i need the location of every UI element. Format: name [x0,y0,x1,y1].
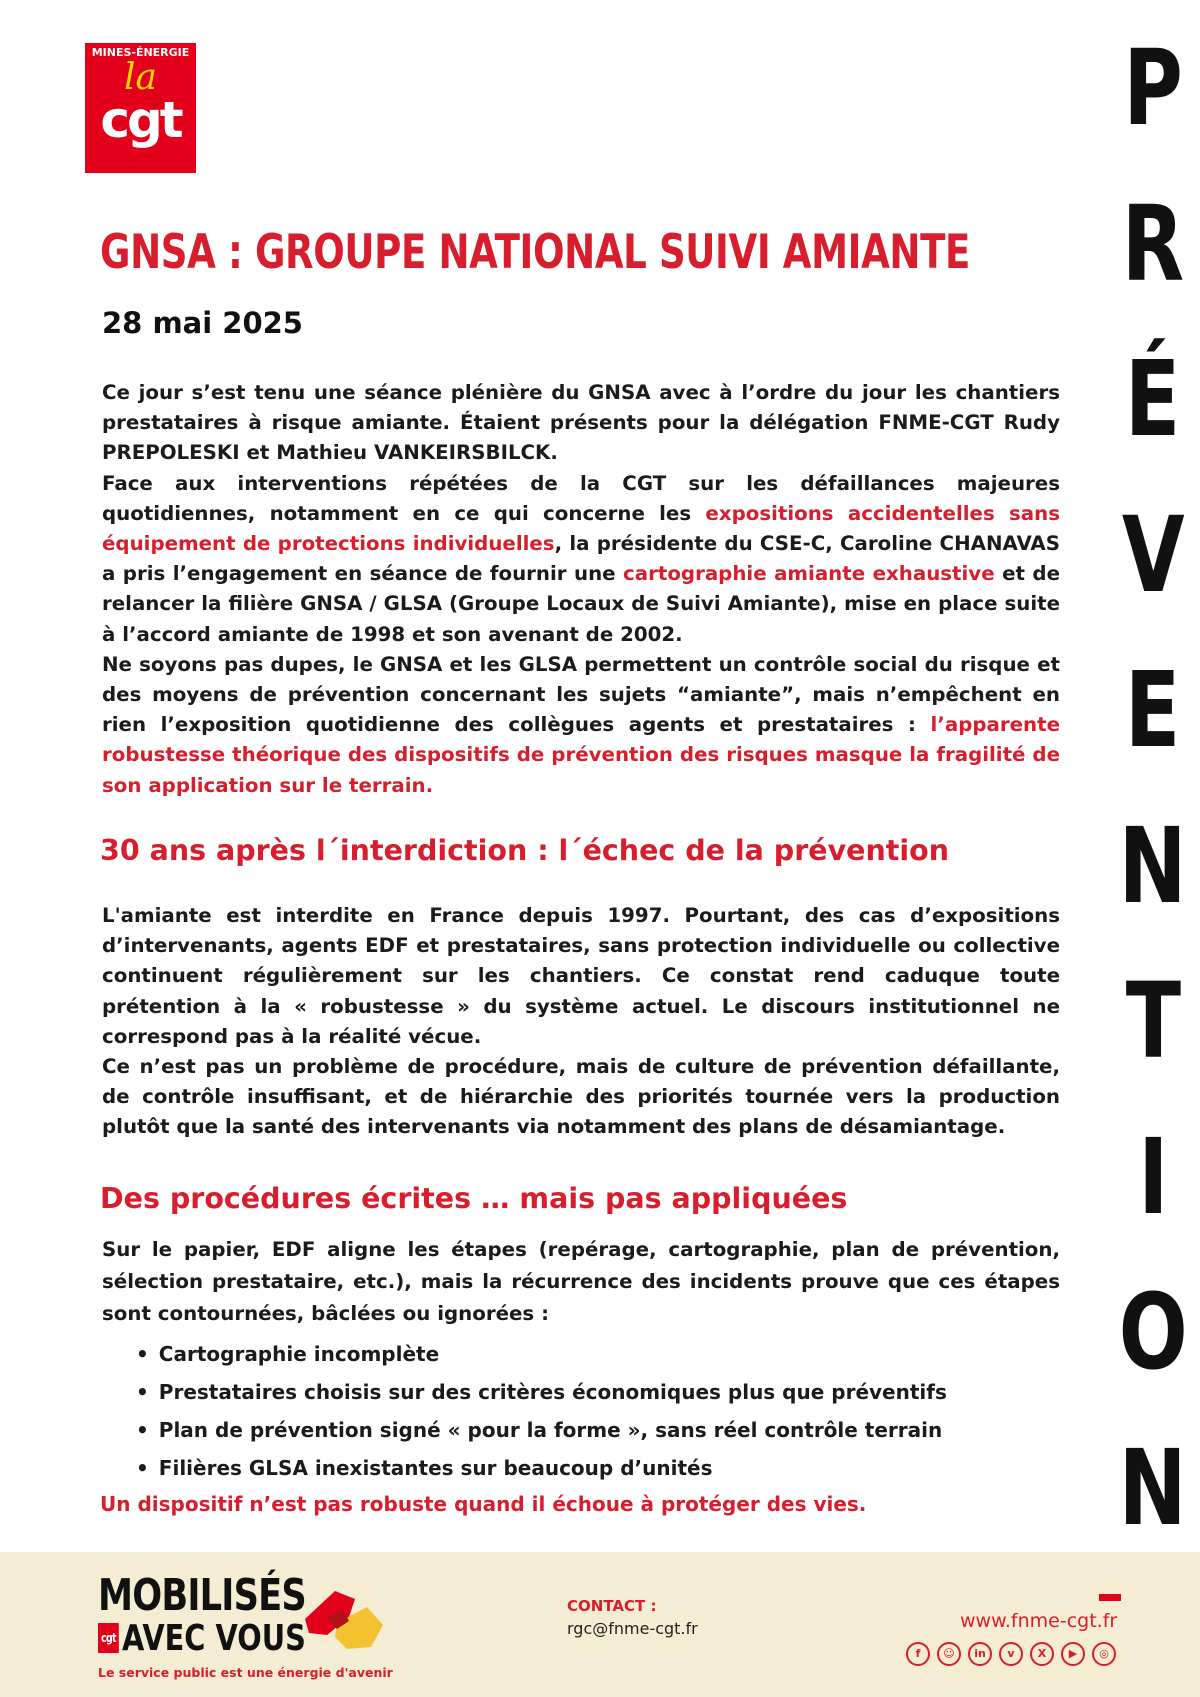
list-item: • Filières GLSA inexistantes sur beaucoup d’unités [136,1449,1036,1487]
vertical-letter: T [1125,960,1181,1083]
footer-tagline: Le service public est une énergie d'avenir [98,1665,393,1680]
website-link[interactable]: www.fnme-cgt.fr [960,1610,1118,1632]
logo-top-text: MINES-ÉNERGIE [91,46,190,59]
vertical-letter: N [1119,804,1187,927]
conclusion-text: Un dispositif n’est pas robuste quand il échoue à protéger des vies. [100,1492,867,1516]
list-item: • Cartographie incomplète [136,1335,1036,1373]
social-icons [906,1642,1116,1666]
section-1-heading: 30 ans après l´interdiction : l´échec de la prévention [100,834,950,867]
contact-email-link[interactable]: rgc@fnme-cgt.fr [567,1619,698,1638]
list-item: • Plan de prévention signé « pour la forme », sans réel contrôle terrain [136,1411,1036,1449]
section-2-text [102,1234,1060,1330]
vertical-letter: N [1119,1426,1187,1549]
intro-paragraph-3 [102,650,1060,801]
intro-p3-highlight: l’apparente robustesse théorique des dispositifs de prévention des risques masque la fragilité de son application sur le terrain. [102,713,1060,797]
document-date: 28 mai 2025 [102,306,303,340]
contact-label: CONTACT : [567,1597,657,1615]
intro-p2-part-b: , la présidente du CSE-C, Caroline CHANAVAS a pris l’engagement en séance de fournir une [102,532,1060,586]
list-item: • Prestataires choisis sur des critères économiques plus que préventifs [136,1373,1036,1411]
intro-p2-part-a: Face aux interventions répétées de la CGT sur les défaillances majeures quotidiennes, notamment en ce qui concerne les [102,471,1060,525]
intro-p2-part-c: et de relancer la filière GNSA / GLSA (Groupe Locaux de Suivi Amiante), mise en place suite à l’accord amiante de 1998 et son avenant de 2002. [102,562,1060,646]
mini-cgt-logo: cgt [98,1623,119,1653]
section-2-heading: Des procédures écrites … mais pas appliquées [100,1182,848,1215]
section-1-paragraph-2: Ce n’est pas un problème de procédure, mais de culture de prévention défaillante, de contrôle insuffisant, et de hiérarchie des priorités tournée vers la production plutôt que la santé des intervenants via notamment des plans de désamiantage. [102,1055,1060,1139]
mobilises-line-2-text: AVEC VOUS [122,1618,306,1659]
mobilises-line-1: MOBILISÉS [98,1570,306,1621]
intro-p3-part-a: Ne soyons pas dupes, le GNSA et les GLSA permettent un contrôle social du risque et des moyens de prévention concernant les sujets “amiante”, mais n’empêchent en rien l’exposition quotidienne des collègues agents et prestataires : [102,652,1060,737]
vertical-letter: E [1125,649,1181,772]
facebook-icon[interactable]: f [906,1642,930,1666]
vertical-letter: V [1121,493,1185,616]
intro-p2-highlight-2: cartographie amiante exhaustive [623,562,995,586]
vertical-letter: É [1125,338,1181,461]
intro-p2-highlight-1: expositions accidentelles sans équipement de protections individuelles [102,501,1060,556]
section-2-paragraph-1: Sur le papier, EDF aligne les étapes (repérage, cartographie, plan de prévention, sélection prestataire, etc.), mais la récurrence des incidents prouve que ces étapes sont contournées, bâclées ou ignorées : [102,1238,1060,1325]
logo-cgt: cgt [100,91,181,149]
vertical-prevention-word [1108,18,1198,1558]
linkedin-icon[interactable]: in [968,1642,992,1666]
intro-paragraph-1: Ce jour s’est tenu une séance plénière du GNSA avec à l’ordre du jour les chantiers prestataires à risque amiante. Étaient présents pour la délégation FNME-CGT Rudy PREPOLESKI et Mathieu VANKEIRSBILCK. [102,381,1060,465]
instagram-icon[interactable]: ◎ [1092,1642,1116,1666]
page-title: GNSA : GROUPE NATIONAL SUIVI AMIANTE [100,225,971,280]
red-accent-bar [1099,1594,1121,1601]
intro-paragraph-2 [102,469,1060,650]
vertical-letter: I [1137,1115,1169,1238]
vimeo-icon[interactable]: v [999,1642,1023,1666]
contact-block [567,1597,698,1638]
youtube-icon[interactable]: ▶ [1061,1642,1085,1666]
vertical-letter: P [1123,27,1183,149]
snapchat-icon[interactable]: ☺ [937,1642,961,1666]
bullet-list [136,1335,1036,1487]
vertical-letter: R [1121,182,1185,305]
section-1-paragraph-1: L'amiante est interdite en France depuis 1997. Pourtant, des cas d’expositions d’intervenants, agents EDF et prestataires, sans protection individuelle ou collective continuent régulièrement sur les chantiers. Ce constat rend caduque toute prétention à la « robustesse » du système actuel. Le discours institutionnel ne correspond pas à la réalité vécue. [102,904,1060,1048]
cgt-logo [85,43,196,173]
handshake-fists-icon [297,1577,387,1657]
x-twitter-icon[interactable]: X [1030,1642,1054,1666]
logo-la: la [124,57,157,98]
vertical-letter: O [1118,1271,1188,1394]
intro-text [102,378,1060,801]
section-1-text [102,901,1060,1143]
